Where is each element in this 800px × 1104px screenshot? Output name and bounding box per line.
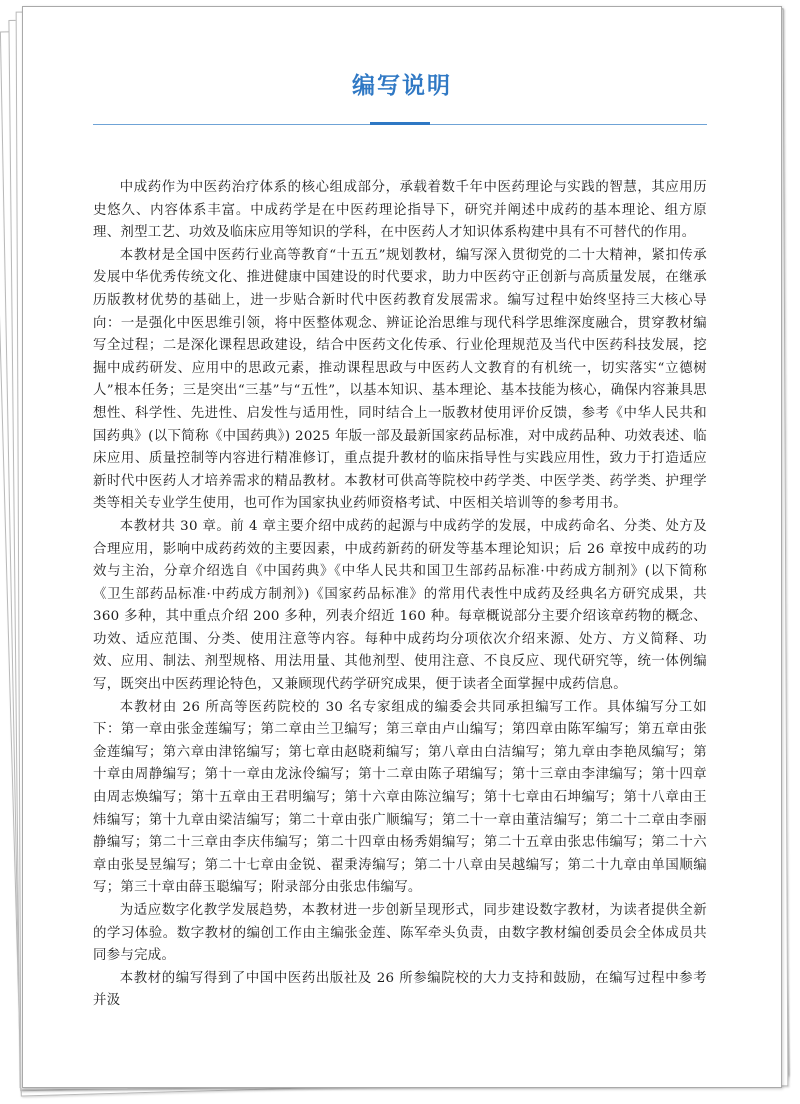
- paragraph-intro: 中成药作为中医药治疗体系的核心组成部分，承载着数千年中医药理论与实践的智慧，其应用历史悠久、内容体系丰富。中成药学是在中医药理论指导下，研究并阐述中成药的基本理论、组方原理、剂型工艺、功效及临床应用等知识的学科，在中医药人才知识体系构建中具有不可替代的作用。: [93, 180, 707, 241]
- document-page: [22, 6, 782, 1088]
- paragraph-structure: 本教材共 30 章。前 4 章主要介绍中成药的起源与中成药学的发展，中成药命名、分类、处方及合理应用，影响中成药药效的主要因素，中成药新药的研发等基本理论知识；后 26 章按中成药的功效与主治，分章介绍选自《中国药典》《中华人民共和国卫生部药品标准·中药成方制剂》(以下简称《卫生部药品标准·中药成方制剂》)《国家药品标准》的常用代表性中成药及经典名方研究成果，共 360 多种，其中重点介绍 200 多种，列表介绍近 160 种。每章概说部分主要介绍该章药物的概念、功效、适应范围、分类、使用注意等内容。每种中成药均分项依次介绍来源、处方、方义简释、功效、应用、制法、剂型规格、用法用量、其他剂型、使用注意、不良反应、现代研究等，统一体例编写，既突出中医药理论特色，又兼顾现代药学研究成果，便于读者全面掌握中成药信息。: [93, 518, 707, 693]
- paragraph-digital: 为适应数字化教学发展趋势，本教材进一步创新呈现形式，同步建设数字教材，为读者提供全新的学习体验。数字教材的编创工作由主编张金莲、陈军牵头负责，由数字教材编创委员会全体成员共同参与完成。: [93, 903, 707, 964]
- paragraph-authors: 本教材由 26 所高等医药院校的 30 名专家组成的编委会共同承担编写工作。具体编写分工如下：第一章由张金莲编写；第二章由兰卫编写；第三章由卢山编写；第四章由陈军编写；第五章由张金莲编写；第六章由津铭编写；第七章由赵晓莉编写；第八章由白洁编写；第九章由李艳凤编写；第十章由周静编写；第十一章由龙泳伶编写；第十二章由陈子珺编写；第十三章由李津编写；第十四章由周志焕编写；第十五章由王君明编写；第十六章由陈泣编写；第十七章由石坤编写；第十八章由王炜编写；第十九章由梁洁编写；第二十章由张广顺编写；第二十一章由董洁编写；第二十二章由李丽静编写；第二十三章由李庆伟编写；第二十四章由杨秀娟编写；第二十五章由张忠伟编写；第二十六章由张旻昱编写；第二十七章由金锐、翟秉涛编写；第二十八章由吴越编写；第二十九章由单国顺编写；第三十章由薛玉聪编写；附录部分由张忠伟编写。: [93, 699, 707, 896]
- paragraph-acknowledgement: 本教材的编写得到了中国中医药出版社及 26 所参编院校的大力支持和鼓励，在编写过程中参考并汲: [93, 970, 707, 1009]
- title-divider-accent: [370, 122, 430, 125]
- document-body: [93, 177, 707, 1013]
- paragraph-guidelines: 本教材是全国中医药行业高等教育“十五五”规划教材，编写深入贯彻党的二十大精神，紧扣传承发展中华优秀传统文化、推进健康中国建设的时代要求，助力中医药守正创新与高质量发展，在继承历版教材优势的基础上，进一步贴合新时代中医药教育发展需求。编写过程中始终坚持三大核心导向：一是强化中医思维引领，将中医整体观念、辨证论治思维与现代科学思维深度融合，贯穿教材编写全过程；二是深化课程思政建设，结合中医药文化传承、行业伦理规范及当代中医药科技发展，挖掘中成药研发、应用中的思政元素，推动课程思政与中医药人文教育的有机统一，切实落实“立德树人”根本任务；三是突出“三基”与“五性”，以基本知识、基本理论、基本技能为核心，确保内容兼具思想性、科学性、先进性、启发性与适用性，同时结合上一版教材使用评价反馈，参考《中华人民共和国药典》(以下简称《中国药典》) 2025 年版一部及最新国家药品标准，对中成药品种、功效表述、临床应用、质量控制等内容进行精准修订，重点提升教材的临床指导性与实践应用性，致力于打造适应新时代中医药人才培养需求的精品教材。本教材可供高等院校中药学类、中医学类、药学类、护理学类等相关专业学生使用，也可作为国家执业药师资格考试、中医相关培训等的参考用书。: [93, 247, 707, 512]
- page-title: 编写说明: [352, 73, 452, 99]
